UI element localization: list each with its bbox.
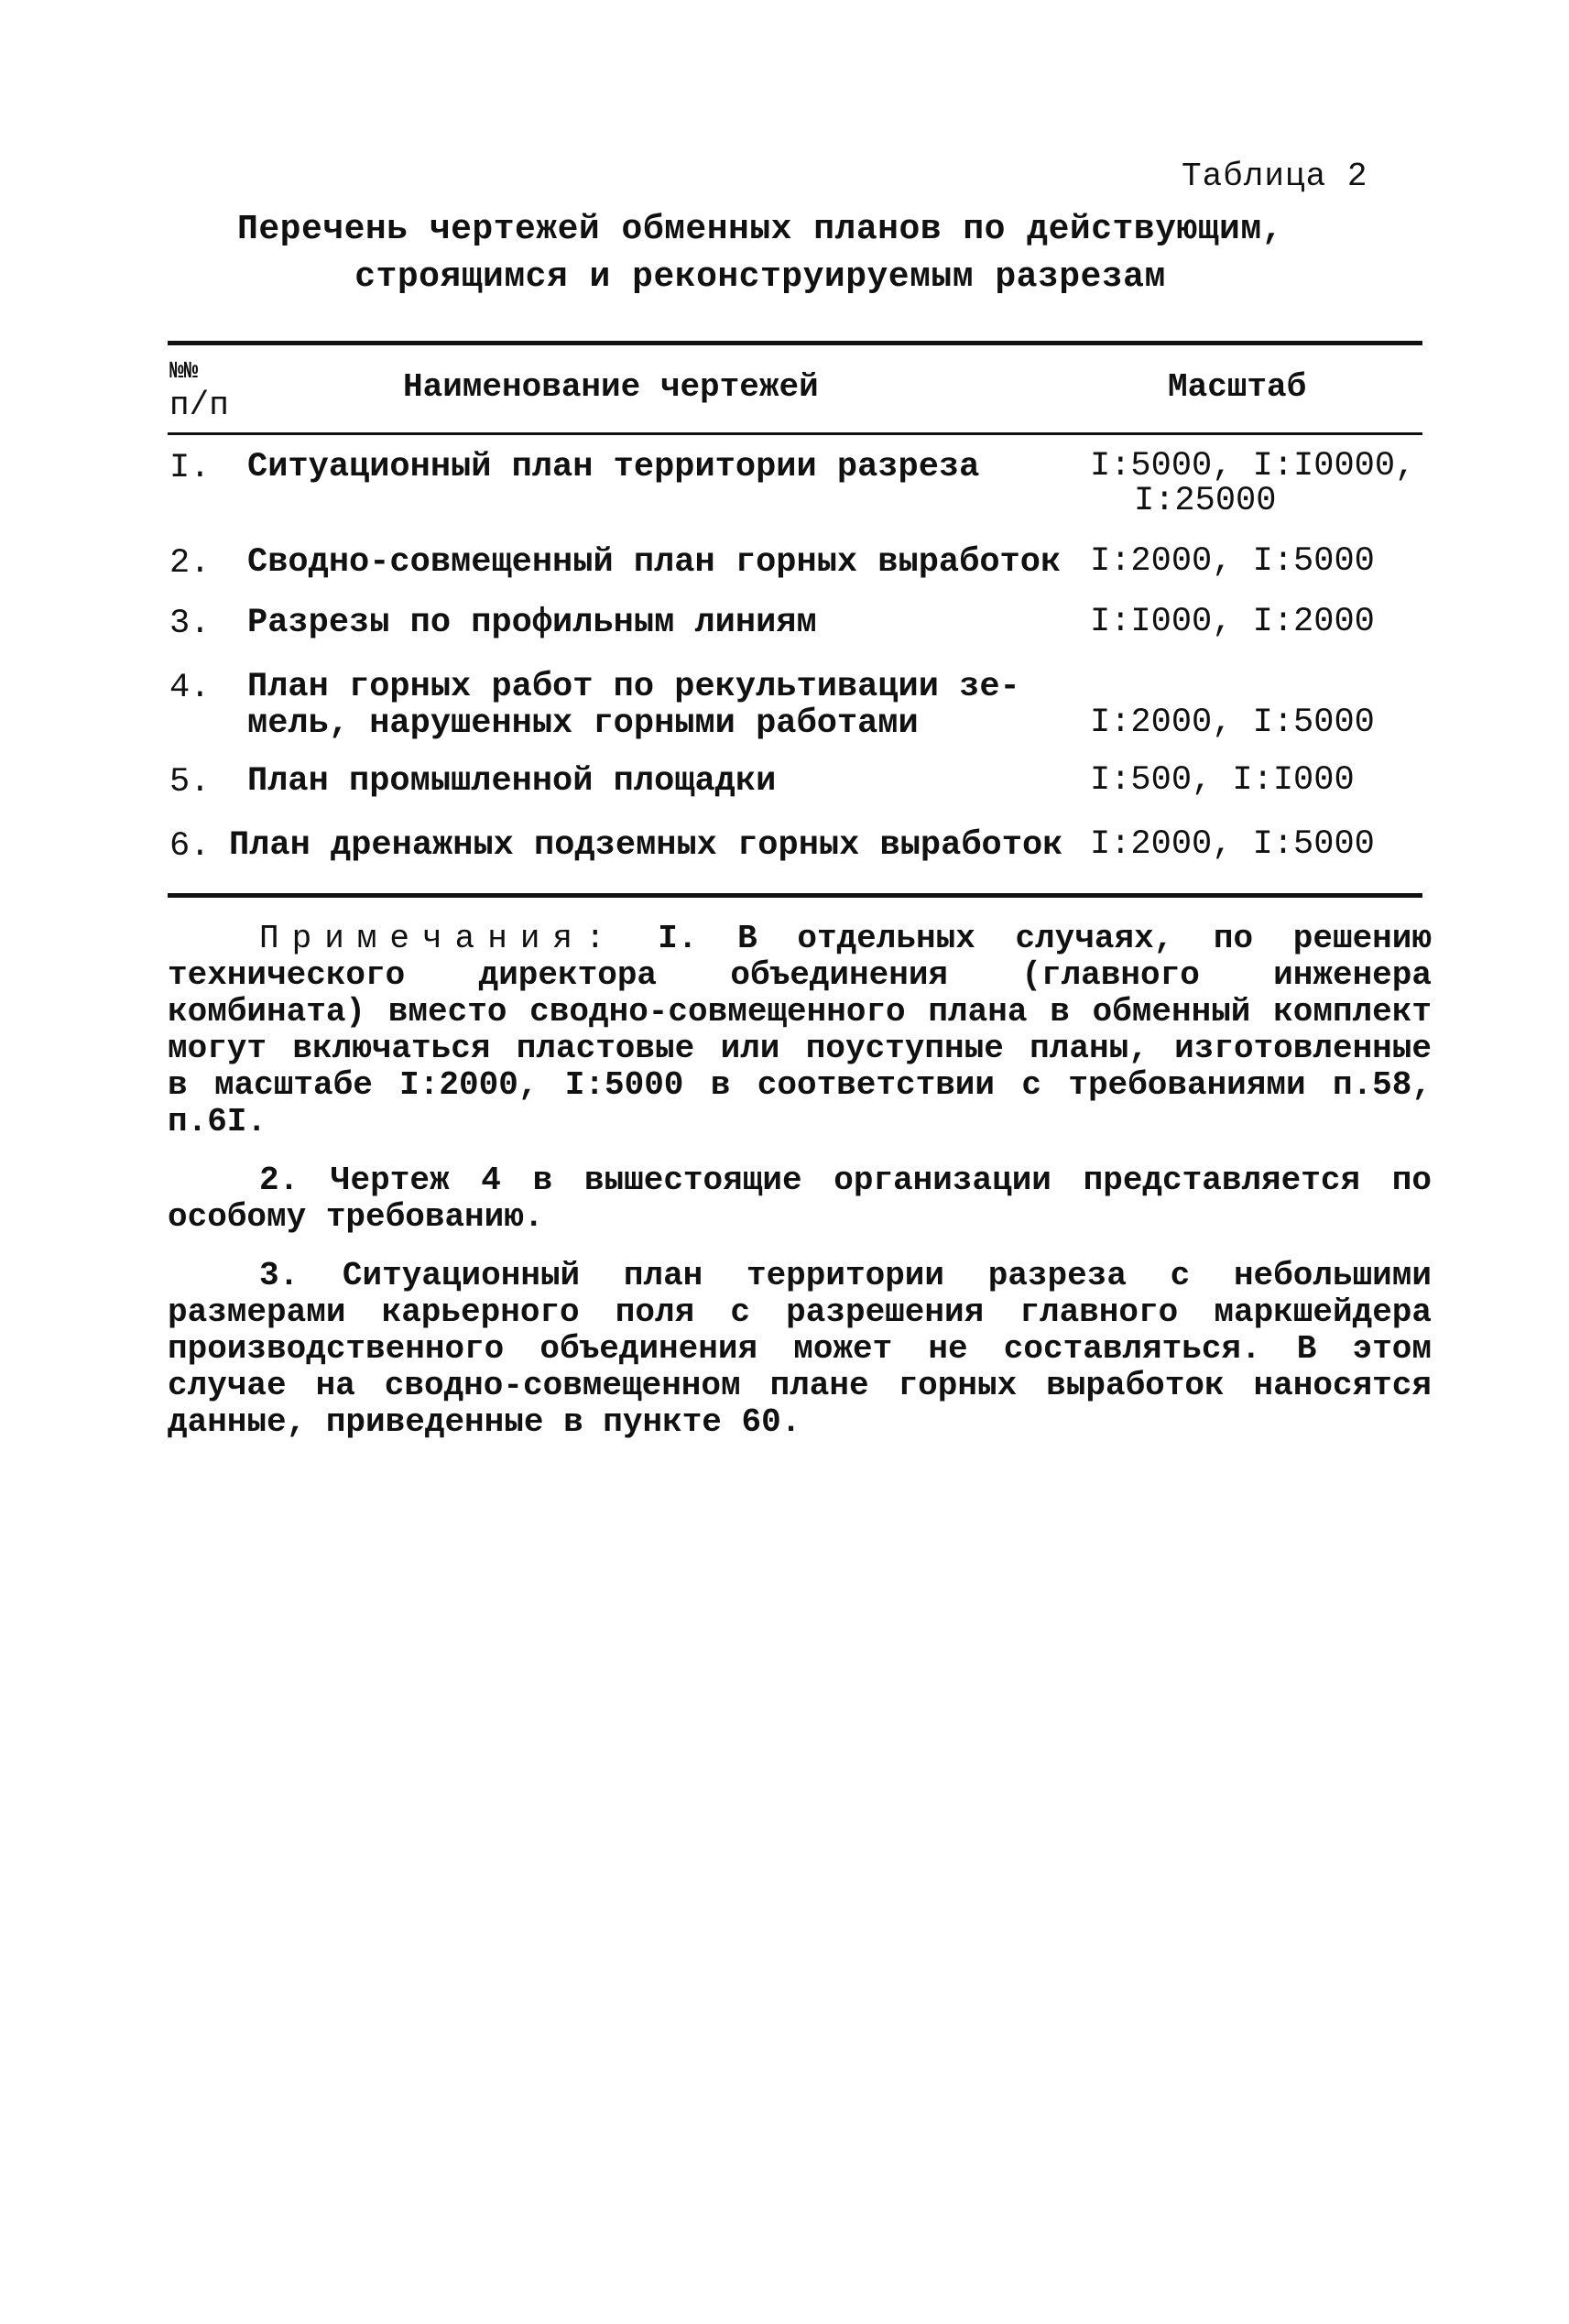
- row-name: Разрезы по профильным линиям: [247, 604, 817, 642]
- row-number: I.: [169, 449, 211, 487]
- row-number: 3.: [169, 605, 211, 643]
- column-header-scale: Масштаб: [1168, 368, 1307, 406]
- row-name: План дренажных подземных горных выработок: [229, 826, 1063, 865]
- row-number: 4.: [169, 669, 211, 707]
- table-bottom-rule: [168, 893, 1422, 898]
- note-1: Примечания: I. В отдельных случаях, по решению технического директора объединения (главного инженера комбината) вместо сводно-совмещенного плана в обменный комплект могут включаться пластовые или поуступные планы, изготовленные в масштабе I:2000, I:5000 в соответствии с требованиями п.58, п.6I.: [168, 920, 1432, 1140]
- row-scale: I:2000, I:5000: [1090, 542, 1375, 581]
- table-header-rule: [168, 432, 1422, 435]
- row-name: Сводно-совмещенный план горных выработок: [247, 543, 1062, 582]
- table-title-line1: Перечень чертежей обменных планов по действующим,: [237, 210, 1283, 249]
- table-label: Таблица 2: [1182, 158, 1368, 195]
- row-number: 5.: [169, 763, 211, 802]
- row-number: 2.: [169, 544, 211, 583]
- row-number: 6.: [169, 827, 211, 866]
- note-2: 2. Чертеж 4 в вышестоящие организации представляется по особому требованию.: [168, 1162, 1432, 1236]
- notes-label: Примечания:: [259, 920, 618, 957]
- row-scale: I:2000, I:5000: [1090, 704, 1375, 742]
- note-3: 3. Ситуационный план территории разреза с небольшими размерами карьерного поля с разрешения главного маркшейдера производственного объединения может не составляться. В этом случае на сводно-совмещенном плане горных выработок наносятся данные, приведенные в пункте 60.: [168, 1257, 1432, 1441]
- column-header-number: №№: [169, 357, 199, 385]
- row-scale: I:I000, I:2000: [1090, 603, 1375, 641]
- row-scale: I:5000, I:I0000, I:25000: [1090, 447, 1416, 520]
- row-name: План горных работ по рекультивации зе- мель, нарушенных горными работами: [247, 668, 1020, 743]
- row-scale: I:2000, I:5000: [1090, 825, 1375, 864]
- table-top-rule: [168, 341, 1422, 345]
- table-title-line2: строящимся и реконструируемым разрезам: [354, 257, 1166, 297]
- row-scale: I:500, I:I000: [1090, 761, 1355, 800]
- column-header-name: Наименование чертежей: [403, 368, 819, 406]
- column-header-number-sub: п/п: [169, 387, 229, 424]
- row-name: Ситуационный план территории разреза: [247, 448, 980, 486]
- row-name: План промышленной площадки: [247, 762, 777, 801]
- notes-section: [168, 921, 1432, 1463]
